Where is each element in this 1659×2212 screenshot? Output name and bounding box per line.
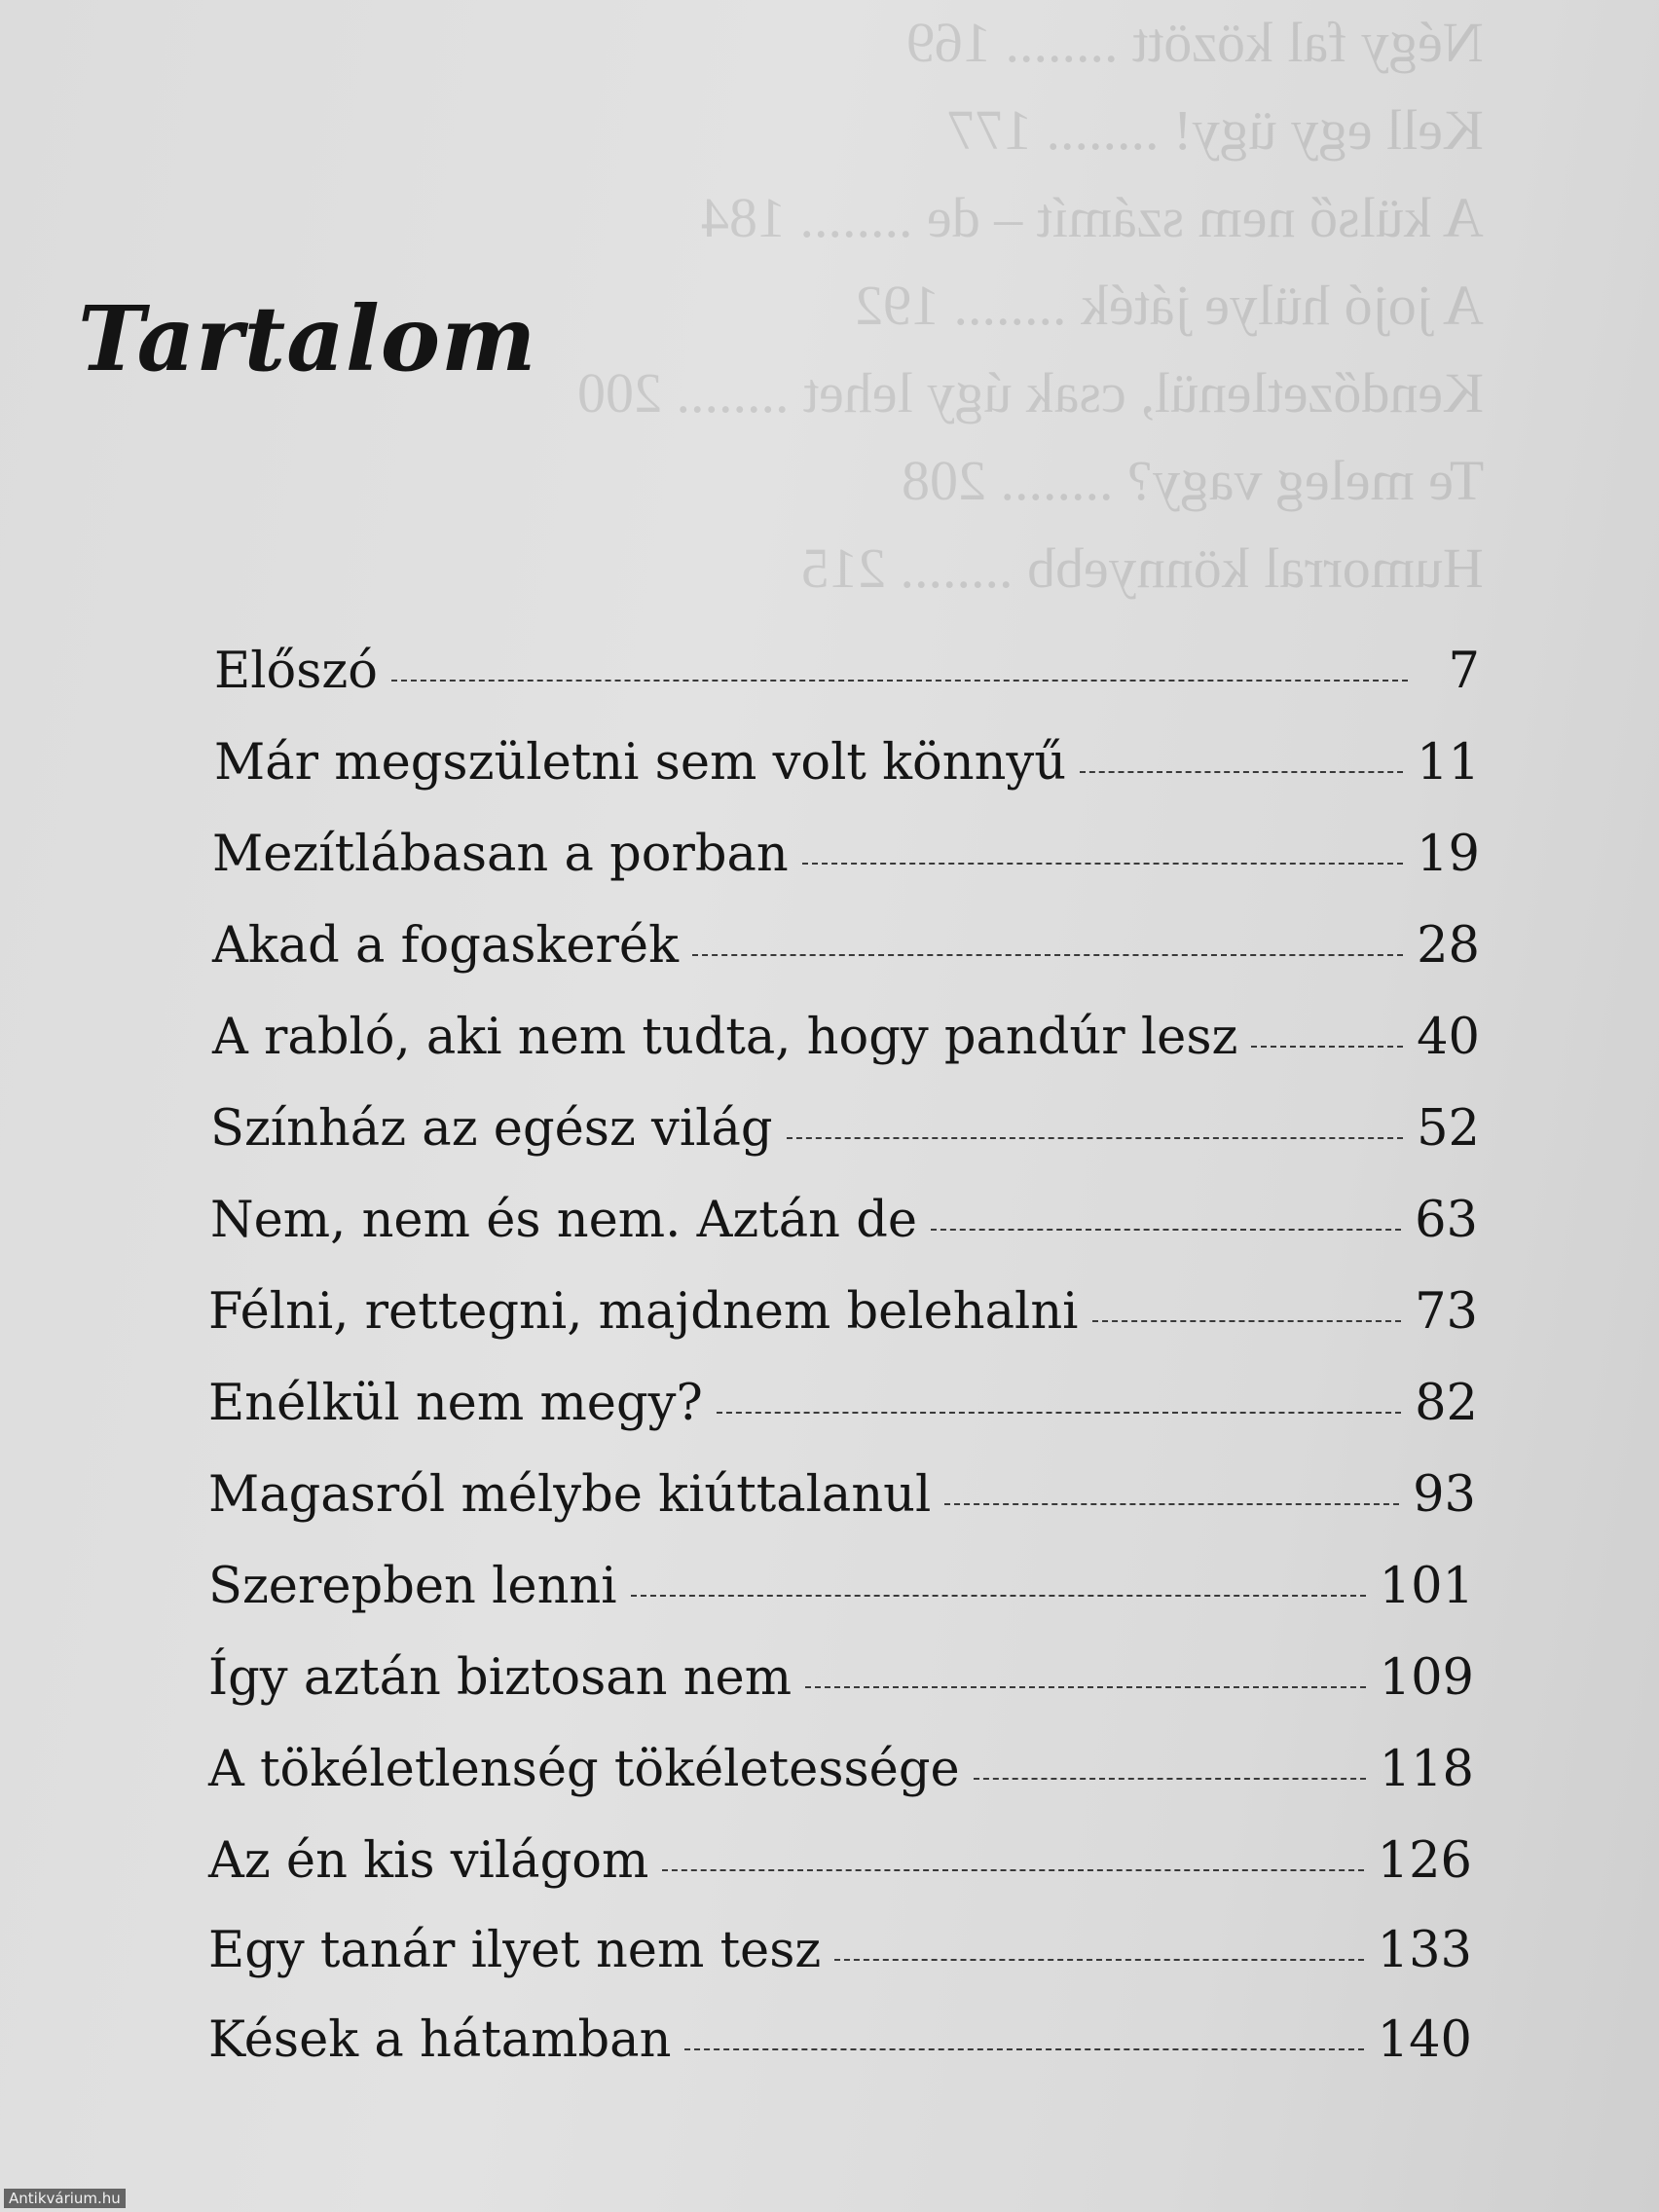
toc-entry-title: Így aztán biztosan nem <box>208 1649 793 1707</box>
toc-entry-page: 19 <box>1417 826 1480 883</box>
toc-entry-page: 140 <box>1377 2011 1472 2069</box>
dot-leader <box>944 1503 1399 1505</box>
toc-entry-title: Színház az egész világ <box>210 1100 773 1158</box>
toc-entry-page: 133 <box>1377 1922 1472 1979</box>
toc-entry-title: A rabló, aki nem tudta, hogy pandúr lesz <box>212 1009 1238 1066</box>
show-through-text: A külső nem számít – de ........ 184 <box>701 186 1484 249</box>
toc-entry <box>208 2011 1472 2080</box>
toc-entry-title: Már megszületni sem volt könnyű <box>214 734 1067 792</box>
toc-entry <box>212 1009 1480 1077</box>
dot-leader <box>1080 771 1403 773</box>
toc-entry-title: Enélkül nem megy? <box>208 1375 703 1432</box>
toc-entry-page: 7 <box>1448 643 1480 700</box>
dot-leader <box>802 863 1403 865</box>
dot-leader <box>1251 1046 1403 1048</box>
toc-entry-title: A tökéletlenség tökéletessége <box>208 1741 960 1798</box>
toc-entry-page: 52 <box>1417 1100 1480 1158</box>
toc-entry-page: 82 <box>1415 1375 1478 1432</box>
toc-entry-page: 73 <box>1415 1283 1478 1341</box>
toc-entry-title: Nem, nem és nem. Aztán de <box>210 1192 918 1249</box>
toc-entry <box>214 734 1480 802</box>
page-title: Tartalom <box>78 285 537 391</box>
toc-entry-page: 109 <box>1379 1649 1474 1707</box>
toc-entry-title: Egy tanár ilyet nem tesz <box>208 1922 822 1979</box>
toc-entry <box>208 1283 1478 1351</box>
toc-entry <box>214 643 1480 711</box>
toc-entry-title: Az én kis világom <box>208 1832 649 1890</box>
show-through-text: Kell egy ügy! ........ 177 <box>947 98 1484 162</box>
dot-leader <box>631 1595 1366 1597</box>
toc-entry <box>208 1741 1474 1809</box>
toc-entry-page: 101 <box>1379 1558 1474 1615</box>
toc-entry <box>208 1375 1478 1443</box>
toc-entry <box>208 1649 1474 1717</box>
dot-leader <box>391 680 1408 682</box>
dot-leader <box>684 2048 1363 2050</box>
dot-leader <box>834 1959 1363 1961</box>
toc-entry-page: 63 <box>1415 1192 1478 1249</box>
toc-entry-page: 40 <box>1417 1009 1480 1066</box>
toc-entry-title: Szerepben lenni <box>208 1558 617 1615</box>
watermark: Antikvárium.hu <box>4 2189 126 2208</box>
show-through-text: Kendőzetlenül, csak úgy lehet ........ 200 <box>577 361 1484 424</box>
dot-leader <box>805 1686 1366 1688</box>
dot-leader <box>662 1869 1363 1871</box>
toc-entry <box>208 1466 1476 1534</box>
toc-entry-title: Magasról mélybe kiúttalanul <box>208 1466 932 1524</box>
toc-entry <box>212 917 1480 985</box>
toc-entry <box>208 1558 1474 1626</box>
toc-entry <box>208 1922 1472 1990</box>
dot-leader <box>717 1412 1401 1414</box>
toc-entry <box>208 1832 1472 1900</box>
dot-leader <box>974 1778 1366 1780</box>
toc-entry-title: Félni, rettegni, majdnem belehalni <box>208 1283 1079 1341</box>
toc-entry-page: 28 <box>1417 917 1480 975</box>
toc-entry-page: 11 <box>1417 734 1480 792</box>
show-through-text: Négy fal között ........ 169 <box>906 11 1484 74</box>
toc-entry-page: 93 <box>1413 1466 1476 1524</box>
toc-entry-page: 126 <box>1377 1832 1472 1890</box>
dot-leader <box>931 1229 1401 1231</box>
toc-entry <box>212 826 1480 894</box>
show-through-text: Te meleg vagy? ........ 208 <box>901 449 1484 512</box>
toc-entry-title: Előszó <box>214 643 378 700</box>
toc-entry <box>210 1100 1480 1168</box>
dot-leader <box>692 954 1403 956</box>
toc-entry-title: Akad a fogaskerék <box>212 917 679 975</box>
show-through-text: Humorral könnyebb ........ 215 <box>801 536 1484 600</box>
toc-entry-page: 118 <box>1379 1741 1474 1798</box>
toc-entry <box>210 1192 1478 1260</box>
show-through-text: A jojó hülye játék ........ 192 <box>855 274 1484 337</box>
dot-leader <box>787 1137 1404 1139</box>
toc-entry-title: Mezítlábasan a porban <box>212 826 789 883</box>
toc-entry-title: Kések a hátamban <box>208 2011 672 2069</box>
dot-leader <box>1092 1320 1402 1322</box>
